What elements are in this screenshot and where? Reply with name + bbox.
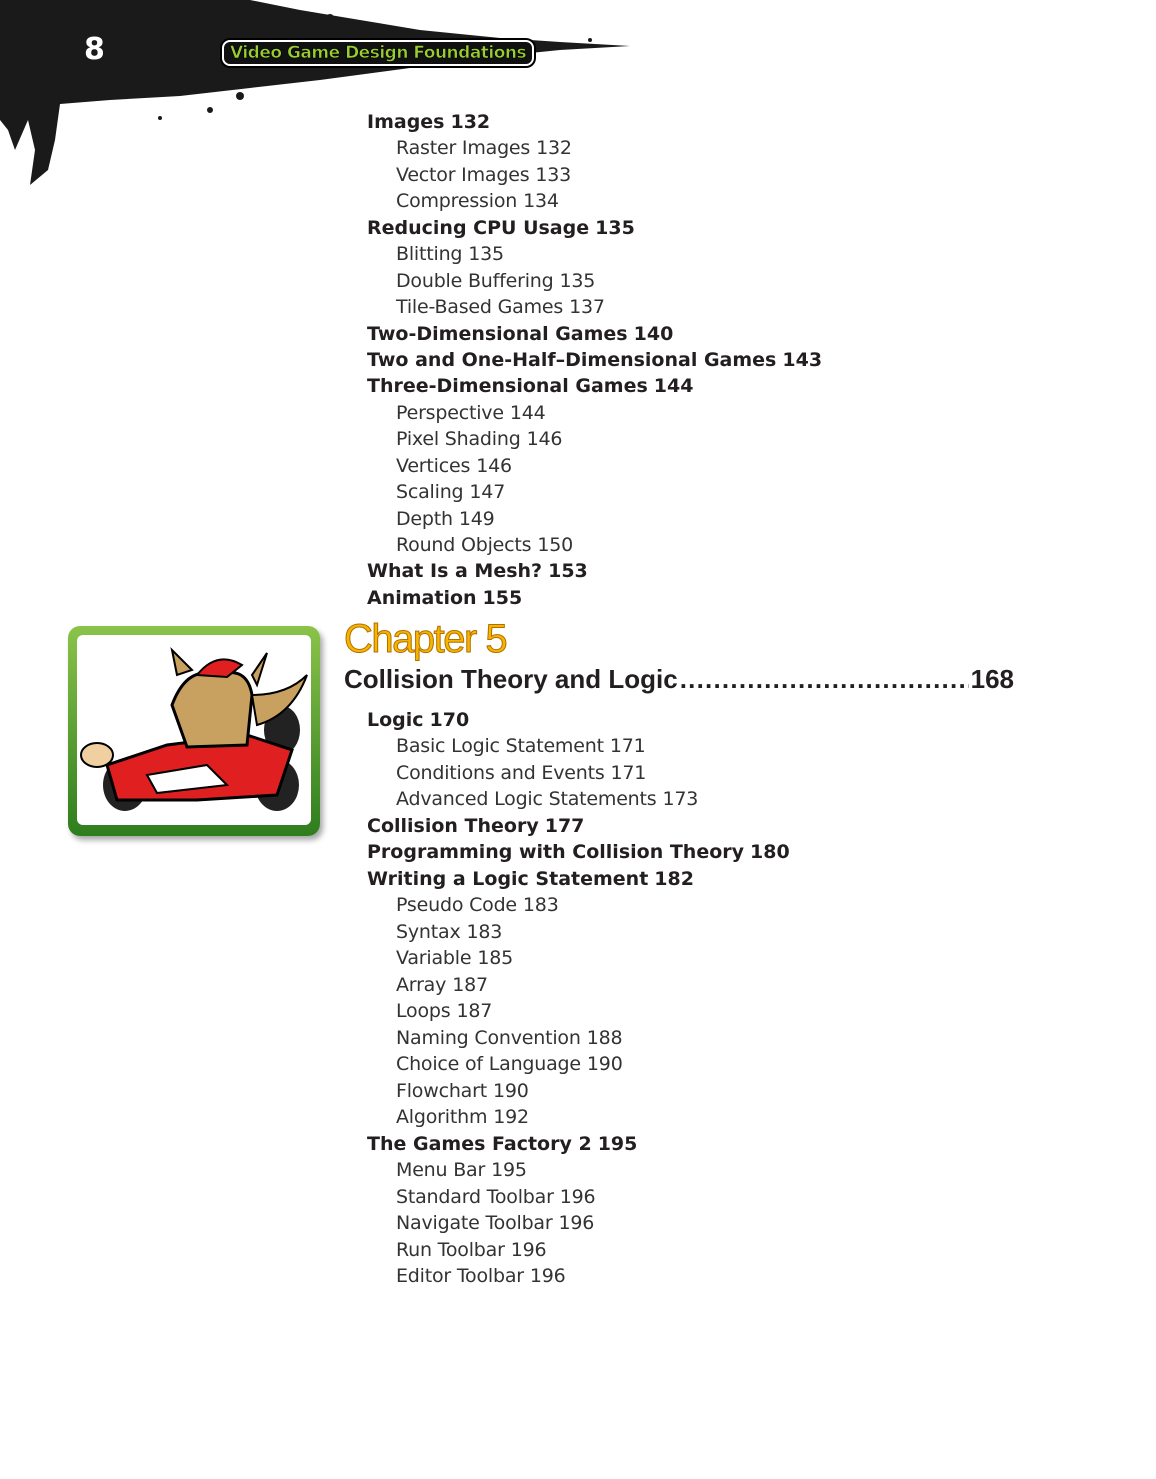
entry-page: 187 bbox=[452, 973, 488, 996]
entry-title: Reducing CPU Usage bbox=[367, 216, 590, 239]
entry-page: 147 bbox=[469, 481, 506, 504]
entry-page: 132 bbox=[450, 111, 491, 133]
entry-page: 170 bbox=[429, 709, 470, 731]
book-title-logo: Video Game Design Foundations bbox=[222, 40, 534, 66]
entry-title: Syntax bbox=[396, 920, 461, 943]
entry-title: Run Toolbar bbox=[396, 1238, 505, 1261]
entry-page: 196 bbox=[558, 1212, 595, 1235]
entry-page: 173 bbox=[662, 788, 699, 811]
entry-title: Double Buffering bbox=[396, 269, 554, 292]
entry-title: Round Objects bbox=[396, 534, 532, 557]
entry-title: Blitting bbox=[396, 243, 463, 266]
entry-title: Menu Bar bbox=[396, 1159, 486, 1182]
entry-page: 146 bbox=[476, 454, 512, 477]
entry-title: Animation bbox=[367, 586, 477, 609]
leader-dots bbox=[680, 664, 969, 695]
entry-page: 190 bbox=[586, 1053, 623, 1076]
chapter-page: 168 bbox=[970, 664, 1014, 694]
entry-page: 187 bbox=[456, 1000, 493, 1023]
page-number: 8 bbox=[84, 32, 105, 67]
entry-page: 185 bbox=[477, 947, 513, 970]
entry-title: The Games Factory 2 bbox=[367, 1132, 592, 1155]
entry-page: 183 bbox=[466, 920, 503, 943]
chapter-label: Chapter 5 bbox=[344, 617, 507, 661]
entry-title: Pixel Shading bbox=[396, 428, 521, 451]
entry-title: Standard Toolbar bbox=[396, 1185, 554, 1208]
kangaroo-go-kart-illustration bbox=[77, 635, 311, 825]
entry-title: Choice of Language bbox=[396, 1053, 581, 1076]
entry-title: Loops bbox=[396, 1000, 451, 1023]
entry-title: Array bbox=[396, 973, 447, 996]
entry-page: 143 bbox=[782, 348, 823, 371]
entry-page: 144 bbox=[653, 375, 694, 398]
chapter-title: Collision Theory and Logic bbox=[344, 664, 678, 694]
entry-title: Scaling bbox=[396, 481, 464, 504]
entry-page: 192 bbox=[493, 1106, 529, 1129]
chapter-title-entry[interactable] bbox=[344, 664, 1014, 695]
entry-page: 135 bbox=[468, 243, 504, 266]
entry-page: 177 bbox=[544, 814, 585, 837]
entry-title: Two-Dimensional Games bbox=[367, 322, 628, 345]
entry-page: 190 bbox=[492, 1079, 529, 1102]
entry-page: 182 bbox=[654, 867, 694, 890]
entry-title: Images bbox=[367, 111, 445, 133]
entry-title: Programming with Collision Theory bbox=[367, 841, 745, 864]
entry-title: Logic bbox=[367, 709, 424, 731]
entry-title: Variable bbox=[396, 947, 472, 970]
chapter-illustration-frame bbox=[68, 626, 320, 836]
entry-title: Pseudo Code bbox=[396, 894, 517, 917]
entry-title: Basic Logic Statement bbox=[396, 735, 604, 758]
entry-page: 144 bbox=[509, 401, 546, 424]
entry-title: Two and One-Half–Dimensional Games bbox=[367, 348, 777, 371]
entry-title: Tile-Based Games bbox=[396, 296, 564, 319]
entry-title: Advanced Logic Statements bbox=[396, 788, 657, 811]
entry-page: 195 bbox=[491, 1159, 527, 1182]
entry-page: 149 bbox=[458, 507, 495, 530]
entry-page: 196 bbox=[559, 1185, 596, 1208]
entry-title: Navigate Toolbar bbox=[396, 1212, 553, 1235]
entry-title: Three-Dimensional Games bbox=[367, 375, 648, 398]
entry-page: 146 bbox=[526, 428, 563, 451]
entry-page: 137 bbox=[569, 296, 605, 319]
entry-page: 135 bbox=[595, 216, 635, 239]
entry-page: 155 bbox=[482, 586, 523, 609]
entry-page: 135 bbox=[559, 269, 596, 292]
entry-page: 196 bbox=[529, 1265, 566, 1288]
entry-page: 153 bbox=[548, 560, 588, 583]
entry-title: Raster Images bbox=[396, 137, 531, 160]
entry-page: 132 bbox=[536, 137, 572, 160]
entry-title: Writing a Logic Statement bbox=[367, 867, 649, 890]
entry-page: 171 bbox=[609, 735, 646, 758]
entry-title: Conditions and Events bbox=[396, 761, 605, 784]
entry-title: What Is a Mesh? bbox=[367, 560, 543, 583]
entry-title: Vertices bbox=[396, 454, 471, 477]
entry-page: 195 bbox=[597, 1132, 638, 1155]
entry-page: 171 bbox=[610, 761, 647, 784]
entry-page: 133 bbox=[535, 163, 572, 186]
entry-page: 140 bbox=[633, 322, 674, 345]
entry-title: Vector Images bbox=[396, 163, 530, 186]
entry-title: Depth bbox=[396, 507, 453, 530]
entry-page: 150 bbox=[537, 534, 574, 557]
entry-page: 180 bbox=[750, 841, 790, 864]
entry-title: Collision Theory bbox=[367, 814, 539, 837]
entry-title: Perspective bbox=[396, 401, 504, 424]
entry-title: Compression bbox=[396, 190, 518, 213]
entry-page: 134 bbox=[523, 190, 559, 213]
entry-title: Naming Convention bbox=[396, 1026, 581, 1049]
entry-page: 183 bbox=[522, 894, 559, 917]
entry-title: Editor Toolbar bbox=[396, 1265, 524, 1288]
entry-page: 196 bbox=[510, 1238, 547, 1261]
entry-page: 188 bbox=[586, 1026, 623, 1049]
entry-title: Algorithm bbox=[396, 1106, 488, 1129]
entry-title: Flowchart bbox=[396, 1079, 487, 1102]
